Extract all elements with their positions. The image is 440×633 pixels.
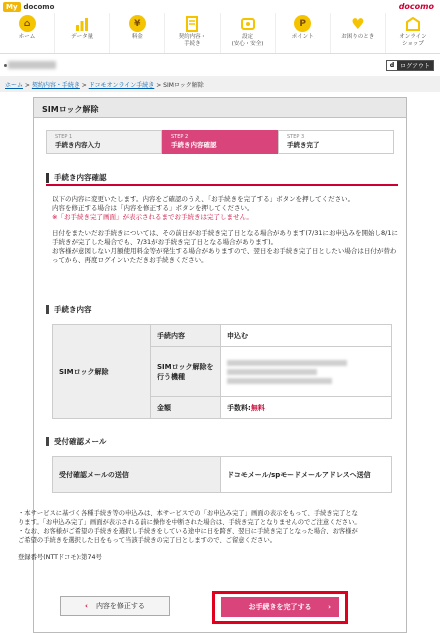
confirm-text bbox=[52, 195, 398, 265]
docomo-logo[interactable]: docomo bbox=[398, 2, 434, 11]
nav-item-contract[interactable] bbox=[165, 13, 220, 53]
nav-label-shop: オンライン ショップ bbox=[399, 34, 427, 47]
nav-label-point: ポイント bbox=[291, 34, 314, 40]
fee-prefix: 手数料: bbox=[227, 403, 251, 412]
step-3-label: 手続き完了 bbox=[287, 141, 320, 149]
confirm-fee-note: お客様が意図しない月額使用料金等が発生する場合がありますので、翌日をお手続き完了日としたい場合は日付が替わってから、再度ログインいただきお手続きください。 bbox=[52, 247, 397, 264]
content-value-procedure: 申込む bbox=[221, 325, 392, 347]
content-table bbox=[52, 324, 392, 419]
breadcrumb-sep: > bbox=[154, 82, 164, 89]
d-account-icon: d bbox=[387, 61, 397, 70]
chevron-right-icon: › bbox=[328, 603, 331, 611]
step-1-num: STEP 1 bbox=[55, 134, 73, 140]
edit-content-label: 内容を修正する bbox=[95, 602, 145, 610]
settings-icon bbox=[239, 15, 256, 32]
breadcrumb-sep: > bbox=[79, 82, 89, 89]
shop-icon bbox=[404, 15, 421, 32]
heart-icon: ♥ bbox=[351, 14, 365, 33]
user-name-redacted bbox=[8, 61, 56, 69]
complete-button-highlight bbox=[212, 591, 348, 624]
step-1 bbox=[46, 130, 162, 154]
mail-value: ドコモメール/spモードメールアドレスへ送信 bbox=[221, 457, 392, 493]
contract-icon bbox=[184, 15, 201, 32]
step-2-label: 手続き内容確認 bbox=[171, 141, 217, 149]
main-nav bbox=[0, 13, 440, 54]
nav-item-settings[interactable] bbox=[221, 13, 276, 53]
nav-label-home: ホーム bbox=[18, 34, 36, 40]
content-row-label: SIMロック解除 bbox=[53, 325, 151, 419]
nav-label-help: お困りのとき bbox=[341, 34, 375, 40]
confirm-line-1: 以下の内容に変更いたします。内容をご確認のうえ、「お手続きを完了する」ボタンを押してください。 bbox=[52, 195, 355, 203]
chevron-left-icon: ‹ bbox=[85, 602, 88, 610]
complete-procedure-button[interactable] bbox=[221, 597, 339, 617]
action-buttons bbox=[60, 593, 340, 623]
my-label: My bbox=[3, 2, 21, 12]
nav-item-fee[interactable] bbox=[110, 13, 165, 53]
content-heading-text: 手続き内容 bbox=[54, 305, 92, 314]
confirm-line-2: 内容を修正する場合は「内容を修正する」ボタンを押してください。 bbox=[52, 204, 254, 212]
nav-item-home[interactable] bbox=[0, 13, 55, 53]
logout-button[interactable] bbox=[386, 60, 434, 71]
mail-heading-text: 受付確認メール bbox=[54, 437, 107, 446]
top-bar bbox=[0, 0, 440, 13]
logout-label: ログアウト bbox=[399, 63, 430, 70]
my-brand-label: docomo bbox=[23, 3, 55, 11]
step-2-num: STEP 2 bbox=[171, 134, 189, 140]
step-3 bbox=[278, 130, 394, 154]
edit-content-button[interactable] bbox=[60, 596, 170, 616]
breadcrumb bbox=[0, 76, 440, 92]
content-key-device: SIMロック解除を行う機種 bbox=[151, 347, 221, 397]
breadcrumb-contract[interactable]: 契約内容・手続き bbox=[31, 82, 80, 89]
user-bullet bbox=[4, 64, 7, 67]
nav-item-shop[interactable] bbox=[386, 13, 440, 53]
breadcrumb-current: SIMロック解除 bbox=[163, 82, 204, 89]
nav-item-data[interactable] bbox=[55, 13, 110, 53]
mail-heading bbox=[46, 436, 398, 448]
mail-key: 受付確認メールの送信 bbox=[53, 457, 221, 493]
confirm-heading-text: 手続き内容確認 bbox=[54, 173, 107, 182]
note-1: ・本サービスに基づく各種手続き等の申込みは、本サービスでの「お申込み完了」画面の表示をもって、手続き完了となります。「お申込み完了」画面が表示される前に操作を中断された場合は、手続き完了となりませんのでご注意ください。 bbox=[18, 510, 361, 526]
yen-icon: ¥ bbox=[129, 15, 146, 32]
complete-procedure-label: お手続きを完了する bbox=[248, 603, 312, 611]
account-row bbox=[0, 54, 440, 76]
confirm-date-note: 日付をまたいだお手続きについては、その前日がお手続き完了日となる場合があります(7/31にお申込みを開始し8/1に手続きが完了した場合でも、7/31がお手続き完了日となる場合があります)。 bbox=[52, 229, 398, 246]
registration-number: 登録番号(NTTドコモ):第74号 bbox=[18, 554, 102, 561]
step-2 bbox=[162, 130, 278, 154]
breadcrumb-sep: > bbox=[23, 82, 32, 89]
my-docomo-logo[interactable] bbox=[3, 2, 54, 12]
notes bbox=[18, 509, 364, 562]
data-chart-icon bbox=[74, 15, 91, 32]
breadcrumb-home[interactable]: ホーム bbox=[5, 82, 24, 89]
nav-label-data: データ量 bbox=[71, 34, 94, 40]
nav-label-contract: 契約内容・ 手続き bbox=[178, 34, 207, 47]
fee-value: 無料 bbox=[250, 403, 265, 412]
point-icon: P bbox=[294, 15, 311, 32]
confirm-heading bbox=[46, 172, 398, 186]
content-key-procedure: 手続内容 bbox=[151, 325, 221, 347]
device-info-redacted bbox=[221, 347, 392, 397]
home-icon: ⌂ bbox=[19, 15, 36, 32]
nav-item-point[interactable] bbox=[276, 13, 331, 53]
nav-label-settings: 設定 (安心・安全) bbox=[231, 34, 264, 47]
breadcrumb-online[interactable]: ドコモオンライン手続き bbox=[88, 82, 155, 89]
mail-table bbox=[52, 456, 392, 493]
nav-label-fee: 料金 bbox=[131, 34, 143, 40]
content-key-fee: 金額 bbox=[151, 397, 221, 419]
step-1-label: 手続き内容入力 bbox=[55, 141, 101, 149]
confirm-warning: ※「お手続き完了画面」が表示されるまでお手続きは完了しません。 bbox=[52, 213, 253, 221]
nav-item-help[interactable] bbox=[331, 13, 386, 53]
note-2: ・なお、お客様がご希望の手続きを選択し手続きをしている途中に日を跨ぎ、翌日に手続き完了となった場合、お客様がご希望の手続きを選択した日をもって当該手続きの完了日としますので、ご留意ください。 bbox=[18, 528, 358, 544]
step-3-num: STEP 3 bbox=[287, 134, 305, 140]
content-value-fee bbox=[221, 397, 392, 419]
step-indicator bbox=[46, 130, 394, 154]
content-heading bbox=[46, 304, 398, 316]
page-title: SIMロック解除 bbox=[34, 98, 406, 118]
